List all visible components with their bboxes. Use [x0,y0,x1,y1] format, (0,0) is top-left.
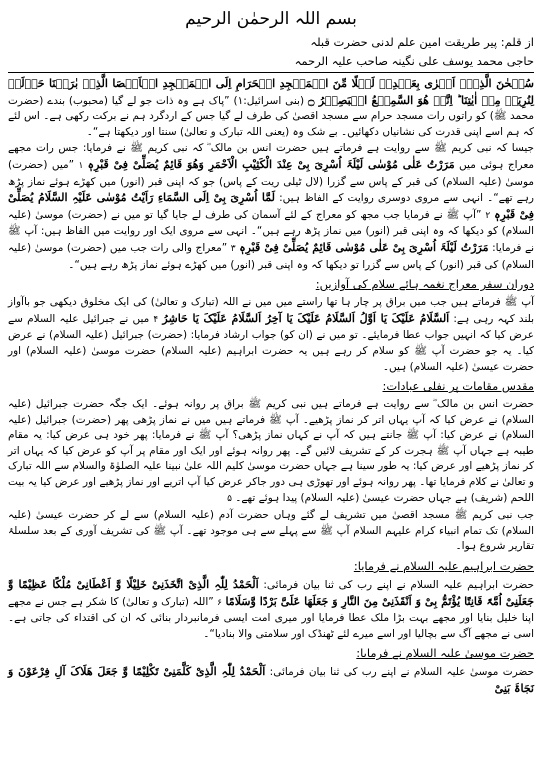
section-heading-text: حضرت موسیٰ علیہ السلام نے فرمایا: [356,646,534,661]
section-heading-text: دوران سفر معراج نغمہ ہائے سلام کی آوازیں: [315,277,534,292]
hadith-arabic-3: مَرَرْتُ لَیْلَۃَ اُسْرِیَ بِیْ عَلٰی مُوْسٰی قَائِمٌ یُصَلِّیْ فِیْ قَبْرِہٖ [239,240,489,254]
footnote-ref: ۳ [230,243,236,254]
section-heading [8,276,534,293]
paragraph-text: میں نے جبرائیل علیہ السلام سے عرض کیا کہ انہیں جواب عطا فرمایئے۔ تو میں نے (ان کو) جواب ارشاد فرمایا: (حضرت) جبرائیل (علیہ السلام) نے عرض کیا۔ یہ جو حضرت آپ ﷺ کو سلام کر رہے ہیں یہ حضرت ابراہیم (علیہ السلام) حضرت موسیٰ (علیہ السلام) اور حضرت عیسیٰ (علیہ السلام) ہیں۔ [8,312,534,373]
section-paragraph [8,664,534,697]
section-paragraph [8,577,534,642]
footnote-ref: ۴ [153,314,159,325]
paragraph-text: ”اللہ (تبارک و تعالیٰ) کا شکر ہے جس نے مجھے اپنا خلیل بنایا اور مجھے بہت بڑا ملک عطا فرمایا اور میری امت ایسی فرمانبردار بنائی کہ ان کی اقتداء کی جاتی ہے۔ اسی نے مجھے آگ سے بچالیا اور اسے میرے لئے ٹھنڈک اور سلامتی والا بنادیا“۔ [8,595,534,640]
basmala-heading: بسم اللہ الرحمٰن الرحیم [185,9,357,29]
footnote-ref: ۶ [217,597,222,608]
hadith-paragraph [8,141,534,273]
divider [8,72,534,73]
section-heading [8,645,534,662]
author-line-2: حاجی محمد یوسف علی نگینہ صاحب علیہ الرحمہ [294,54,534,68]
quran-verse: سُبۡحٰنَ الَّذِیۡۤ اَسۡرٰی بِعَبۡدِہٖ لَیۡلًا مِّنَ الۡمَسۡجِدِ الۡحَرَامِ اِلَی الۡمَسۡجِدِ الۡاَقۡصَا الَّذِیۡ بٰرَکۡنَا حَوۡلَہٗ لِنُرِیَہٗ مِنۡ اٰیٰتِنَا ؕ اِنَّہٗ هُوَ السَّمِیۡعُ الۡبَصِیۡرُ ۝ [8,77,534,107]
section-paragraph [8,508,534,555]
section-heading-text: مقدس مقامات پر نفلی عبادات: [382,379,534,394]
musa-arabic: اَلْحَمْدُ لِلّٰہِ الَّذِیْ کَلَّمَنِیْ تَکْلِیْمًا وَّ جَعَلَ ھَلَاکَ آلِ فِرْعَوْنَ وَ نَجَاۃَ بَنِیْ [8,665,534,695]
footnote-ref: ۱ [78,160,84,171]
section-heading-text: حضرت ابراہیم علیہ السلام نے فرمایا: [353,559,534,574]
paragraph-text: جب نبی کریم ﷺ مسجد اقصیٰ میں تشریف لے گئے وہاں حضرت آدم (علیہ السلام) سے لے کر حضرت عیسیٰ (علیہ السلام) تک تمام انبیاء کرام علیہم السلام آپ ﷺ سے پہلے سے ہی موجود تھے۔ آپ ﷺ کی تشریف آوری کے بعد سلسلۂ تقاریر شروع ہوا۔ [8,509,534,553]
section-heading [8,378,534,395]
ibrahim-arabic: اَلْحَمْدُ لِلّٰہِ الَّذِیْ اتَّخَذَنِیْ خَلِیْلًا وَّ اَعْطَانِیْ مُلْکًا عَظِیْمًا وَّ جَعَلَنِیْ اُمَّۃً قَانِتًا یُؤْتَمُّ بِیْ وَ اَنْقَذَنِیْ مِنَ النَّارِ وَ جَعَلَھَا عَلَیَّ بَرْدًا وَّسَلَامًا [8,578,535,608]
hadith-intro: جیسا کہ نبی کریم ﷺ سے روایت ہے فرماتے ہیں حضرت انس بن مالک ؓ کہ نبی کریم ﷺ نے فرمایا: جس رات مجھے معراج ہوئی میں [8,142,535,171]
hadith-translation-3: ”معراج والی رات جب میں (حضرت) موسیٰ (علیہ السلام) کی قبر (انور) کے پاس سے گزرا تو دیکھا کہ وہ اپنی قبر (انور) میں کھڑے ہوئے نماز پڑھ رہے ہیں“۔ [8,241,534,271]
section-paragraph [8,397,534,507]
hadith-arabic-2: لَمَّا اُسْرِیَ بِیْ اِلَی السَّمَاءِ رَاَیْتُ مُوْسٰی عَلَیْہِ السَّلَامُ یُصَلِّیْ فِیْ قَبْرِہٖ [8,191,534,221]
verse-translation: (بنی اسرائیل:۱) ”پاک ہے وہ ذات جو لے گیا (محبوب) بندے (حضرت محمد ﷺ) کو راتوں رات مسجد حرام سے مسجد اقصیٰ کی طرف لے گیا جس کے اردگرد ہم نے برکت رکھی ہے۔ اس لئے کہ ہم اسے اپنی قدرت کی نشانیاں دکھائیں۔ بے شک وہ (یعنی اللہ تبارک و تعالیٰ) سنتا اور دیکھتا ہے“۔ [8,94,534,138]
paragraph-text: حضرت ابراہیم علیہ السلام نے اپنے رب کی ثنا بیان فرمائی: [263,579,535,592]
footnote-ref: ۲ [485,210,491,221]
section-paragraph [8,295,534,375]
section-heading [8,558,534,575]
intro-paragraph [8,76,534,140]
paragraph-text: حضرت انس بن مالک ؓ سے روایت ہے فرماتے ہیں نبی کریم ﷺ براق پر روانہ ہوئے۔ ایک جگہ حضرت جبرائیل (علیہ السلام) نے عرض کیا کہ آپ یہاں اتر کر نماز پڑھیے۔ آپ ﷺ فرماتے ہیں میں نے نماز پڑھی پھر (حضرت) جبرائیل (علیہ السلام) نے عرض کیا: آپ ﷺ جانتے ہیں کہ آپ نے کہاں نماز پڑھی؟ آپ ﷺ نے فرمایا: پھر خود ہی عرض کیا: یہ مقام طیبہ ہے جہاں آپ ﷺ ہجرت کر کے تشریف لائیں گے۔ پھر روانہ ہوئے اور ایک اور مقام پر آپ کو عرض کیا کہ یہاں اتر کر نماز پڑھیے اور عرض کیا: یہ طور سینا ہے جہاں حضرت موسیٰ کلیم اللہ علیٰ نبینا علیہ الصلوٰۃ والسلام سے اللہ تبارک و تعالیٰ نے کلام فرمایا تھا۔ پھر روانہ ہوئے اور تھوڑی ہی دور جاکر عرض کیا آپ اتریے اور نماز پڑھیے اور عرض کیا یہ بیت اللحم (شریف) ہے جہاں حضرت عیسیٰ (علیہ السلام) پیدا ہوئے تھے۔ [8,398,534,504]
paragraph-text: حضرت موسیٰ علیہ السلام نے اپنے رب کی ثنا بیان فرمائی: [269,666,534,679]
hadith-arabic-1: مَرَرْتُ عَلٰی مُوْسٰی لَیْلَۃَ اُسْرِیَ بِیْ عِنْدَ الْکَثِیْبِ الْاَحْمَرِ وَھُوَ قَائِمٌ یُصَلِّیْ فِیْ قَبْرِہٖ [87,157,455,171]
footnote-ref: ۵ [227,493,232,504]
paragraph-text: آپ ﷺ فرماتے ہیں جب میں براق پر چار ہا تھا راستے میں میں نے اللہ (تبارک و تعالیٰ) کی ایک مخلوق دیکھی جو باآواز بلند کہہ رہی ہے: [8,296,535,325]
hadith-translation-2: ”آپ ﷺ نے فرمایا جب مجھ کو معراج کے لئے آسمان کی طرف لے جایا گیا تو میں نے (حضرت) موسیٰ (علیہ السلام) کو دیکھا کہ وہ اپنی قبر (انور) میں نماز پڑھ رہے ہیں“۔ انہی سے مروی ایک اور روایت میں الفاظ ہیں: آپ ﷺ نے فرمایا: [8,208,535,254]
salam-arabic: اَلسَّلَامُ عَلَیْکَ یَا اَوَّلُ اَلسَّلَامُ عَلَیْکَ یَا آخِرُ اَلسَّلَامُ عَلَیْکَ یَا حَاشِرُ [162,311,450,325]
hadith-translation-1: ”میں (حضرت) موسیٰ (علیہ السلام) کی قبر کے پاس سے گزرا (لال ٹیلی ریت کے پاس) جو کہ اپنی قبر (انور) میں کھڑے ہوئے نماز پڑھ رہے تھے“۔ انہی سے مروی دوسری روایت کے الفاظ ہیں: [8,158,535,205]
author-line-1: از قلم: پیر طریقت امین علم لدنی حضرت قبلہ [310,35,534,49]
